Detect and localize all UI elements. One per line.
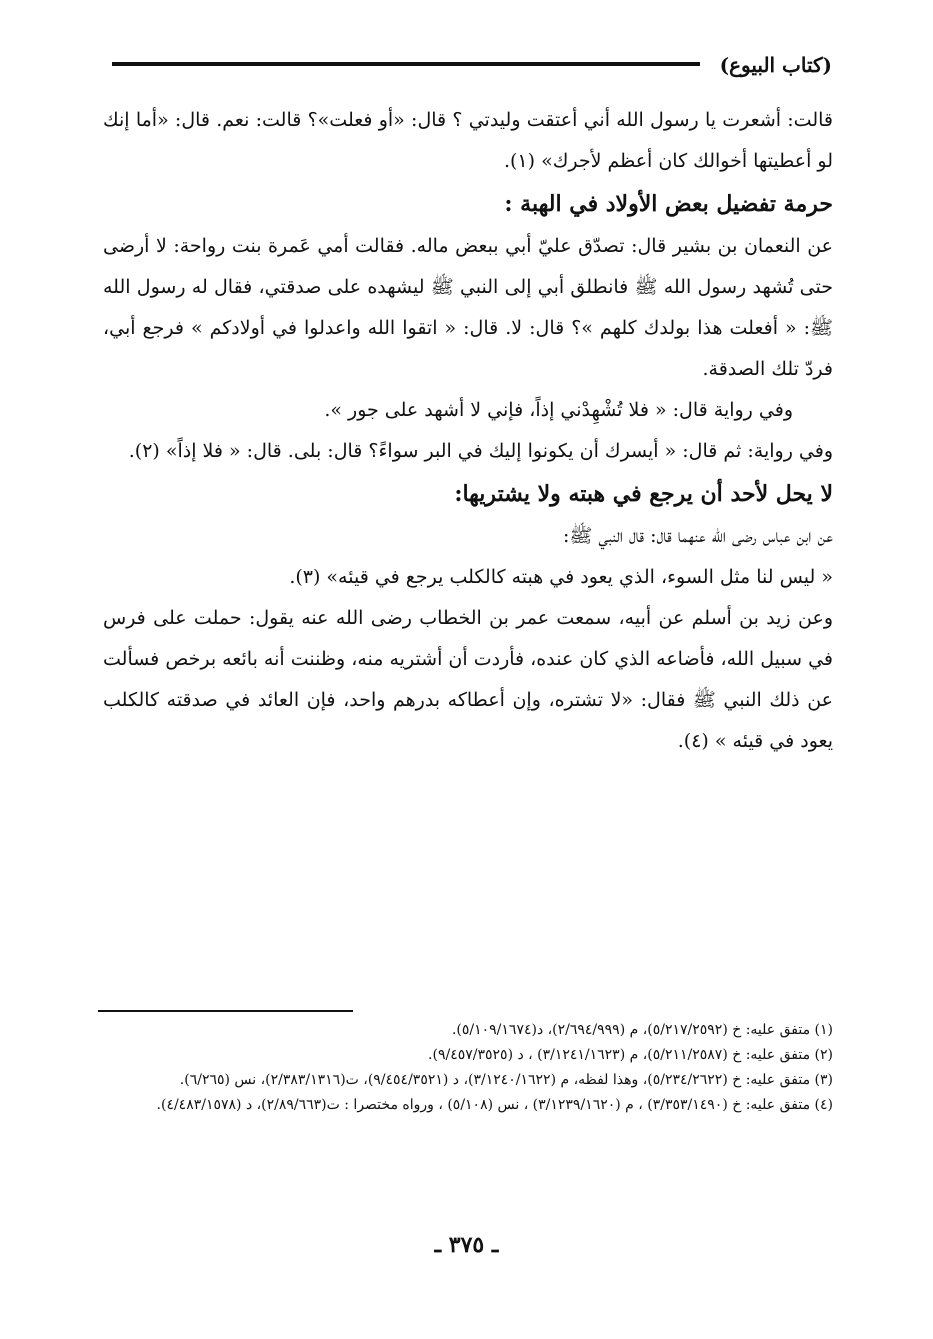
footnote-rule — [98, 1010, 353, 1012]
footnote-1: (١) متفق عليه: خ (٥/٢١٧/٢٥٩٢)، م (٢/٦٩٤/٩٩٩)، د(٥/١٠٩/١٦٧٤). — [451, 1022, 833, 1038]
paragraph-4: وفي رواية: ثم قال: « أيسرك أن يكونوا إليك في البر سواءً؟ قال: بلى. قال: « فلا إذاً» (٢). — [128, 440, 833, 462]
footnotes — [103, 1018, 833, 1118]
paragraph-1: قالت: أشعرت يا رسول الله أني أعتقت وليدتي ؟ قال: «أو فعلت»؟ قالت: نعم. قال: «أما إنك لو أعطيتها أخوالك كان أعظم لأجرك» (١). — [103, 109, 833, 172]
main-text — [103, 100, 833, 762]
paragraph-2: عن النعمان بن بشير قال: تصدّق عليّ أبي ببعض ماله. فقالت أمي عَمرة بنت رواحة: لا أرضى حتى تُشهد رسول الله ﷺ فانطلق أبي إلى النبي ﷺ ليشهده على صدقتي، فقال له رسول الله ﷺ: « أفعلت هذا بولدك كلهم »؟ قال: لا. قال: « اتقوا الله واعدلوا في أولادكم » فرجع أبي، فردّ تلك الصدقة. — [103, 235, 833, 380]
footnote-2: (٢) متفق عليه: خ (٥/٢١١/٢٥٨٧)، م (٣/١٢٤١/١٦٢٣) ، د (٩/٤٥٧/٣٥٢٥). — [428, 1047, 833, 1063]
header-rule — [112, 62, 700, 66]
section-heading-1: حرمة تفضيل بعض الأولاد في الهبة : — [504, 191, 833, 217]
book-title: (كتاب البيوع) — [719, 53, 832, 77]
page-number: ـ ٣٧٥ ـ — [434, 1232, 499, 1258]
paragraph-3: وفي رواية قال: « فلا تُشْهِدْني إذاً، فإني لا أشهد على جور ». — [324, 399, 793, 421]
footnote-4: (٤) متفق عليه: خ (٣/٣٥٣/١٤٩٠) ، م (٣/١٢٣٩/١٦٢٠) ، نس (٥/١٠٨) ، ورواه مختصرا : ت(٢/٨٩/٦٦٣)، د (٤/٤٨٣/١٥٧٨). — [156, 1097, 833, 1113]
paragraph-6: « ليس لنا مثل السوء، الذي يعود في هبته كالكلب يرجع في قيئه» (٣). — [289, 566, 833, 588]
paragraph-7: وعن زيد بن أسلم عن أبيه، سمعت عمر بن الخطاب رضى الله عنه يقول: حملت على فرس في سبيل الله، فأضاعه الذي كان عنده، فأردت أن أشتريه منه، وظننت أنه بائعه برخص فسألت عن ذلك النبي ﷺ فقال: «لا تشتره، وإن أعطاكه بدرهم واحد، فإن العائد في صدقته كالكلب يعود في قيئه » (٤). — [103, 607, 833, 752]
running-header — [112, 52, 832, 80]
paragraph-5: عن ابن عباس رضى الله عنهما قال: قال النبي ﷺ: — [563, 525, 833, 547]
footnote-3: (٣) متفق عليه: خ (٥/٢٣٤/٢٦٢٢)، وهذا لفظه، م (٣/١٢٤٠/١٦٢٢)، د (٩/٤٥٤/٣٥٢١)، ت(٢/٣٨٣/١٣١٦)، نس (٦/٢٦٥). — [179, 1072, 833, 1088]
section-heading-2: لا يحل لأحد أن يرجع في هبته ولا يشتريها: — [454, 481, 833, 507]
